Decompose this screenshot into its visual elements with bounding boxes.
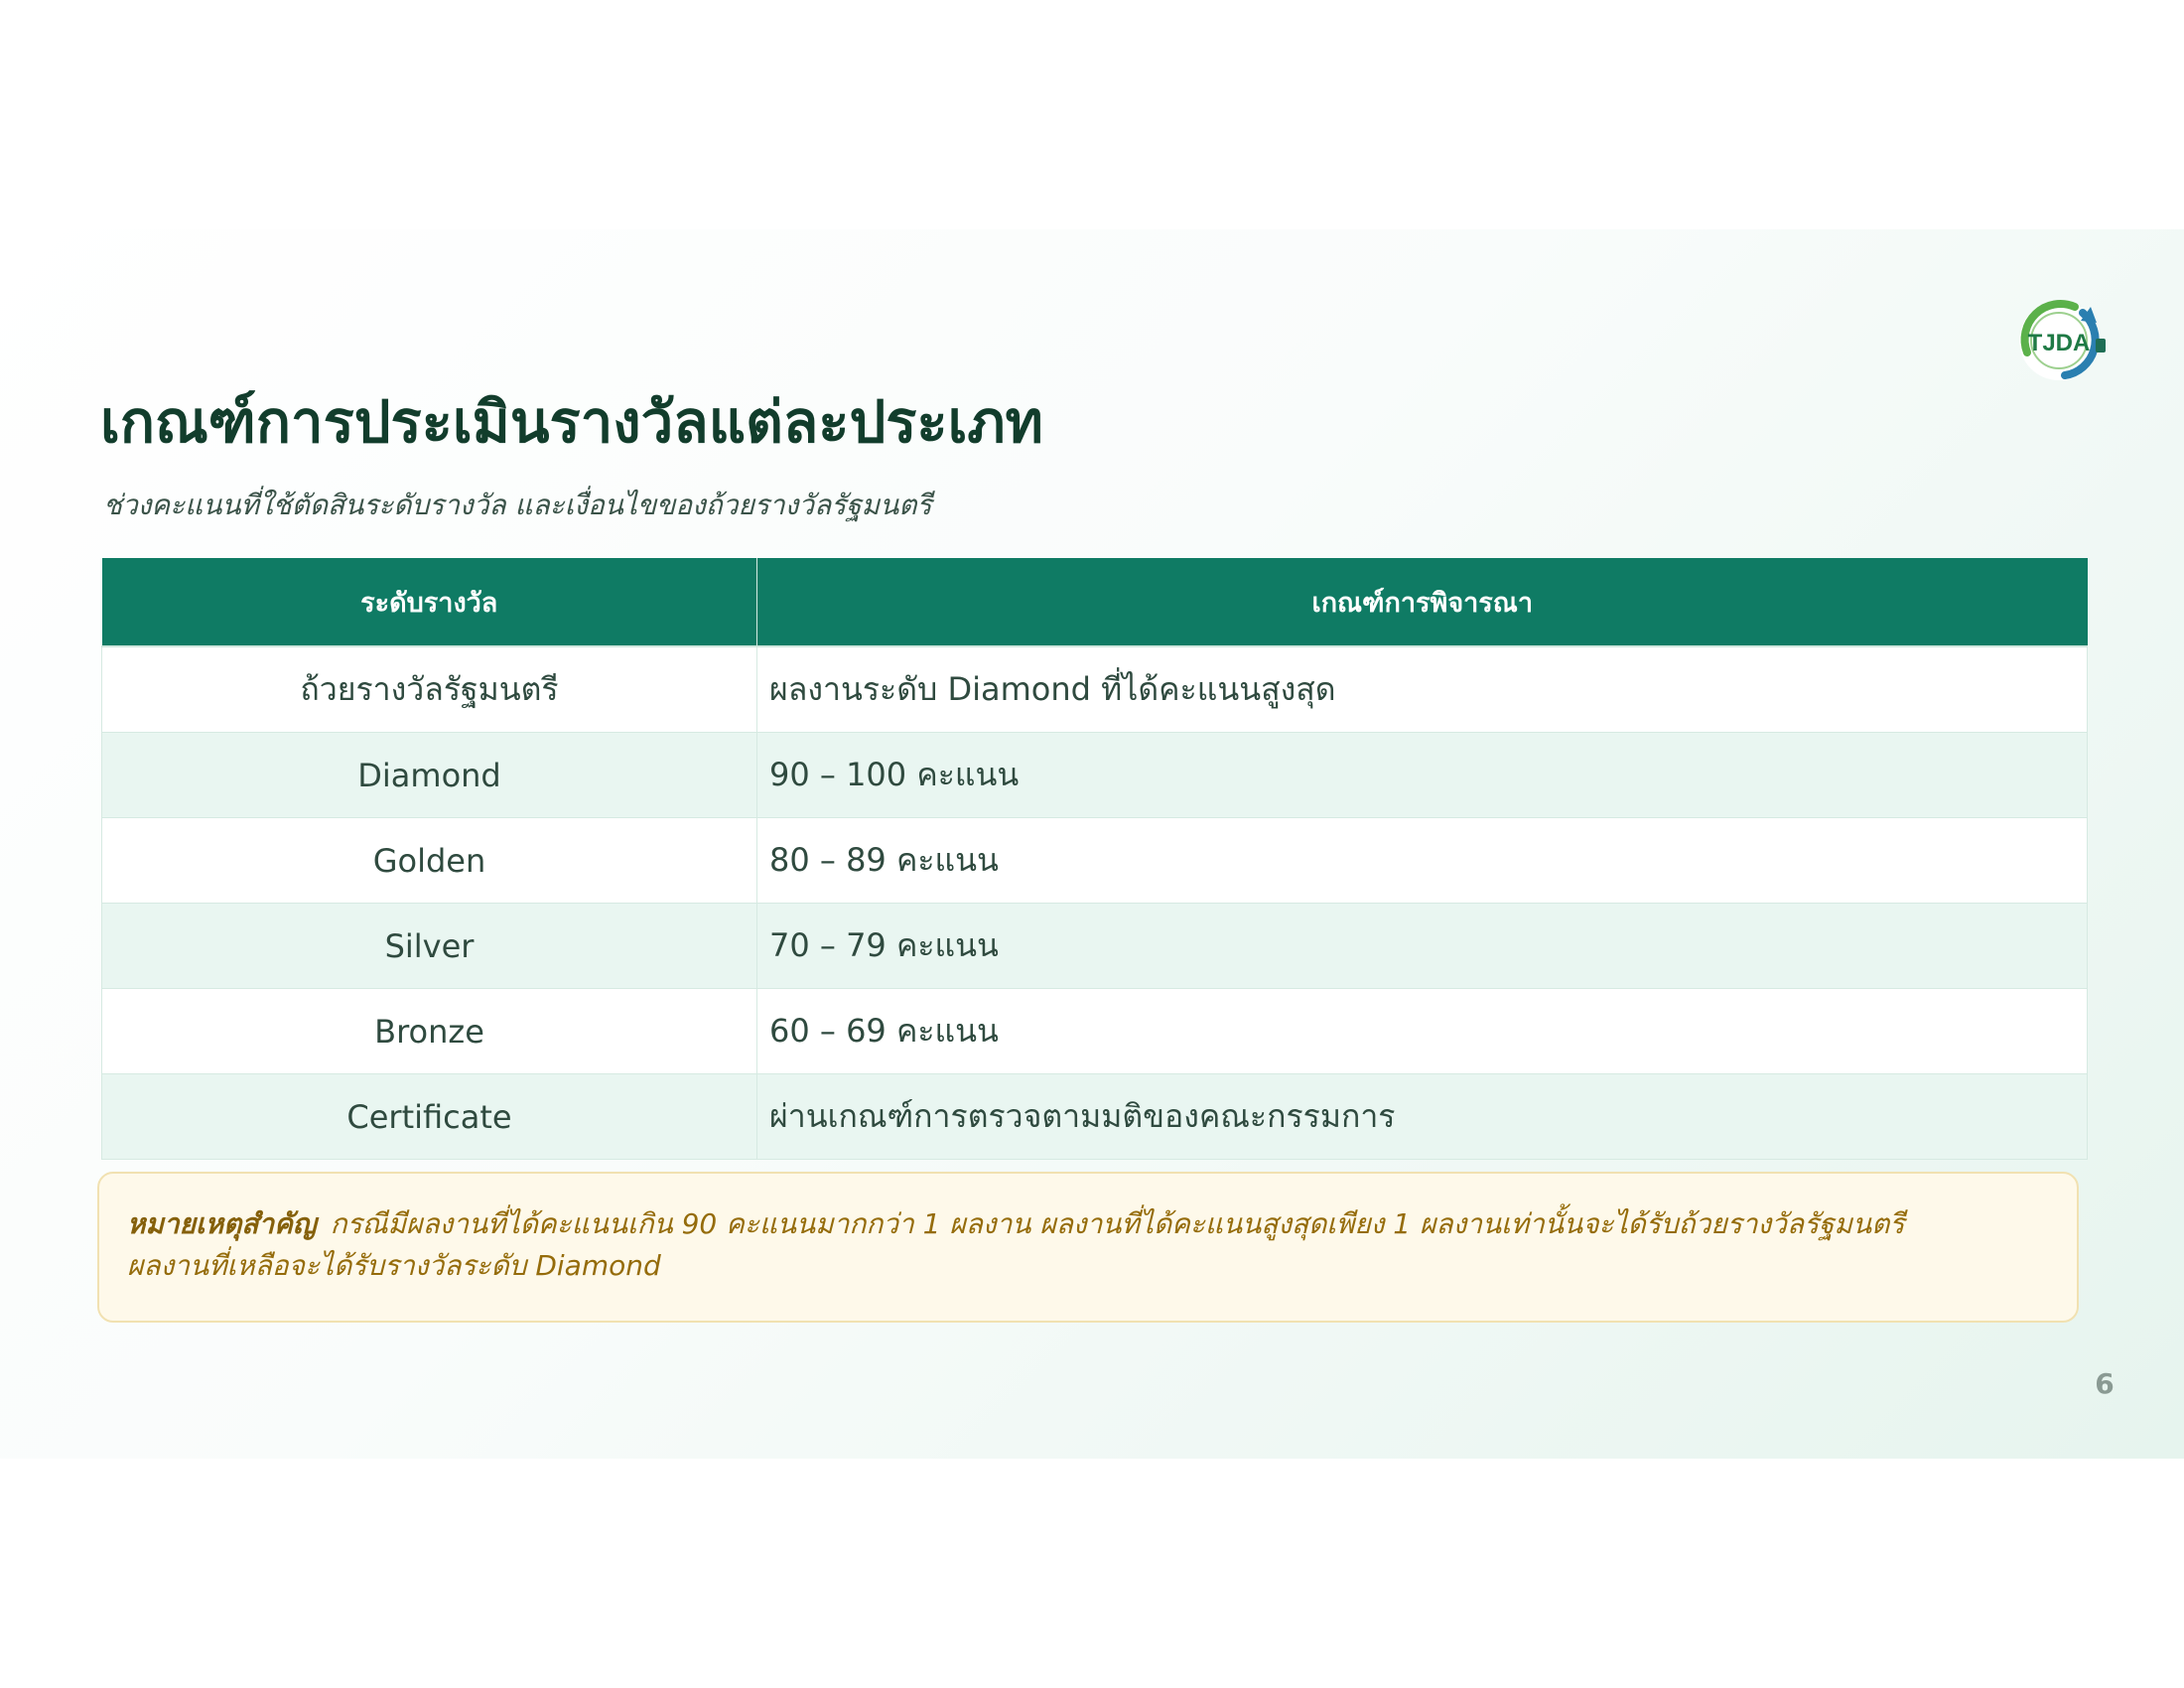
table-row [102,989,2088,1074]
table-row [102,818,2088,904]
table-row [102,904,2088,989]
page-title: เกณฑ์การประเมินรางวัลแต่ละประเภท [100,388,1043,456]
criteria-cell: ผลงานระดับ Diamond ที่ได้คะแนนสูงสุด [757,646,2088,733]
table-row [102,733,2088,818]
slide [0,229,2184,1459]
award-criteria-table [101,558,2088,1160]
criteria-cell: 60 – 69 คะแนน [757,989,2088,1074]
criteria-cell: 70 – 79 คะแนน [757,904,2088,989]
note-text-1: กรณีมีผลงานที่ได้คะแนนเกิน 90 คะแนนมากกว่า 1 ผลงาน ผลงานที่ได้คะแนนสูงสุดเพียง 1 ผลงานเท่านั้นจะได้รับถ้วยรางวัลรัฐมนตรี [330,1207,1905,1240]
award-level-cell: Golden [102,818,757,904]
note-label: หมายเหตุสำคัญ [127,1207,317,1240]
note-line-1 [127,1203,2051,1245]
header-criteria: เกณฑ์การพิจารณา [757,558,2088,646]
logo-text: TJDA [2027,330,2091,356]
award-level-cell: ถ้วยรางวัลรัฐมนตรี [102,646,757,733]
award-level-cell: Certificate [102,1074,757,1160]
award-level-cell: Bronze [102,989,757,1074]
table-header-row [102,558,2088,646]
note-text-2: ผลงานที่เหลือจะได้รับรางวัลระดับ Diamond [127,1249,661,1282]
page-subtitle: ช่วงคะแนนที่ใช้ตัดสินระดับรางวัล และเงื่อนไขของถ้วยรางวัลรัฐมนตรี [103,489,932,521]
tjda-logo-icon [2013,293,2109,388]
criteria-cell: 80 – 89 คะแนน [757,818,2088,904]
criteria-cell: ผ่านเกณฑ์การตรวจตามมติของคณะกรรมการ [757,1074,2088,1160]
table-row [102,646,2088,733]
important-note-box [97,1172,2079,1323]
page-number: 6 [2095,1367,2115,1400]
header-award-level: ระดับรางวัล [102,558,757,646]
criteria-cell: 90 – 100 คะแนน [757,733,2088,818]
award-level-cell: Silver [102,904,757,989]
table-row [102,1074,2088,1160]
award-level-cell: Diamond [102,733,757,818]
